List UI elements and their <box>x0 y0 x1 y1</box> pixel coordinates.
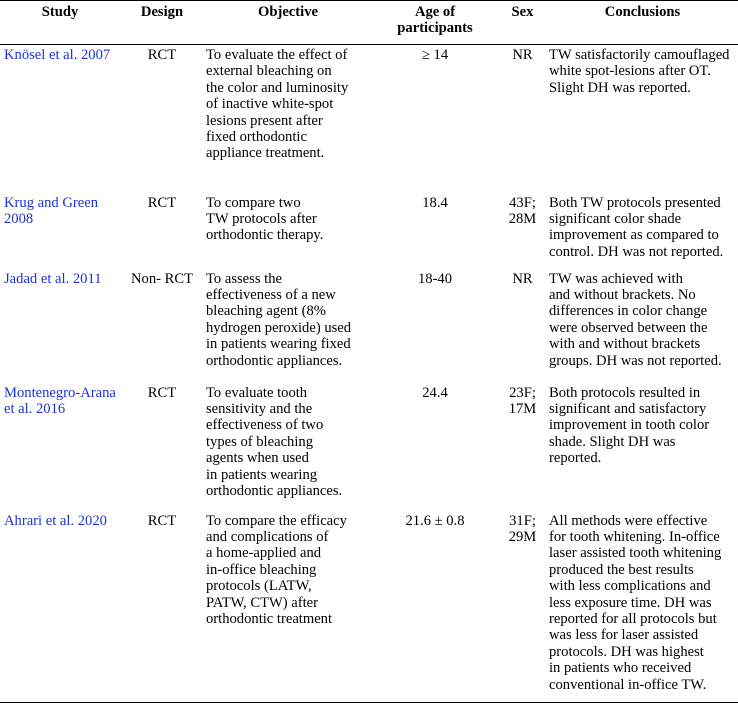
cell-objective-line: fixed orthodontic <box>206 129 307 146</box>
header-age <box>372 1 498 45</box>
cell-conclusions-line: All methods were effective <box>549 512 708 529</box>
cell-conclusions-line: Slight DH was reported. <box>549 79 691 96</box>
cell-sex-line: 31F; <box>509 512 536 529</box>
cell-conclusions-line: reported. <box>549 450 602 467</box>
cell-objective <box>204 269 372 383</box>
cell-objective-line: To compare two <box>206 194 301 211</box>
cell-conclusions-line: white spot-lesions after OT. <box>549 63 711 80</box>
cell-study <box>0 269 120 383</box>
cell-sex <box>498 269 547 383</box>
header-sex: Sex <box>498 1 547 45</box>
study-reference-link[interactable] <box>4 385 118 418</box>
header-design: Design <box>120 1 204 45</box>
cell-objective-line: TW protocols after <box>206 210 317 227</box>
cell-objective-line: orthodontic therapy. <box>206 227 324 244</box>
cell-conclusions-line: TW was achieved with <box>549 270 683 287</box>
study-reference-link[interactable] <box>4 195 118 228</box>
cell-objective-line: To evaluate tooth <box>206 384 308 401</box>
cell-objective-line: a home-applied and <box>206 545 322 562</box>
cell-sex-line: 29M <box>508 528 537 545</box>
cell-age: 18.4 <box>422 194 448 211</box>
cell-design: RCT <box>120 511 204 703</box>
cell-conclusions-line: TW satisfactorily camouflaged <box>549 47 730 63</box>
cell-conclusions-line: were observed between the <box>549 319 708 336</box>
cell-objective-line: hydrogen peroxide) used <box>206 319 352 336</box>
cell-conclusions-line: conventional in-office TW. <box>549 676 707 693</box>
cell-objective <box>204 511 372 703</box>
cell-objective-line: appliance treatment. <box>206 145 325 162</box>
cell-objective-line: orthodontic treatment <box>206 610 333 627</box>
header-age-line: Age of <box>414 4 456 20</box>
cell-objective-line: the color and luminosity <box>206 79 349 96</box>
study-reference-line: 2008 <box>4 210 34 227</box>
cell-objective-line: To assess the <box>206 270 282 287</box>
cell-design: RCT <box>147 194 177 211</box>
cell-objective-line: and complications of <box>206 528 329 545</box>
cell-conclusions-line: improvement in tooth color <box>549 417 710 434</box>
cell-study <box>0 45 120 193</box>
cell-sex-line: 23F; <box>509 384 536 401</box>
cell-conclusions-line: laser assisted tooth whitening <box>549 545 722 562</box>
cell-conclusions-line: control. DH was not reported. <box>549 243 724 260</box>
study-reference-line: Jadad et al. 2011 <box>4 270 102 287</box>
cell-study <box>0 193 120 269</box>
cell-conclusions-line: differences in color change <box>549 303 708 320</box>
table-row <box>0 511 738 703</box>
cell-objective-line: types of bleaching <box>206 433 313 450</box>
study-reference-line: Krug and Green <box>4 194 99 211</box>
table-row <box>0 269 738 383</box>
cell-conclusions-line: Both protocols resulted in <box>549 384 701 401</box>
cell-study <box>0 383 120 511</box>
header-study: Study <box>0 1 120 45</box>
study-reference-line: Knösel et al. 2007 <box>4 47 111 63</box>
cell-conclusions <box>547 383 738 511</box>
cell-conclusions-line: for tooth whitening. In-office <box>549 528 720 545</box>
cell-objective-line: effectiveness of a new <box>206 286 336 303</box>
cell-conclusions-line: less exposure time. DH was <box>549 594 712 611</box>
cell-objective-line: agents when used <box>206 450 309 467</box>
cell-sex-line: 17M <box>508 400 537 417</box>
cell-sex <box>498 383 547 511</box>
cell-objective <box>204 45 372 193</box>
cell-objective-line: protocols (LATW, <box>206 578 312 595</box>
cell-sex <box>498 45 547 193</box>
cell-age: ≥ 14 <box>421 47 449 63</box>
cell-age: 21.6 ± 0.8 <box>372 511 498 703</box>
cell-objective-line: PATW, CTW) after <box>206 594 319 611</box>
study-reference-line: Montenegro-Arana <box>4 384 116 401</box>
table-body <box>0 45 738 703</box>
cell-sex <box>498 511 547 703</box>
header-conclusions: Conclusions <box>547 1 738 45</box>
cell-study <box>0 511 120 703</box>
cell-objective-line: To compare the efficacy <box>206 512 347 529</box>
cell-conclusions-line: and without brackets. No <box>549 286 696 303</box>
cell-conclusions-line: groups. DH was not reported. <box>549 352 722 369</box>
cell-conclusions-line: significant and satisfactory <box>549 400 707 417</box>
table-row <box>0 45 738 193</box>
cell-objective <box>204 383 372 511</box>
table-row <box>0 193 738 269</box>
cell-conclusions <box>547 193 738 269</box>
cell-objective-line: lesions present after <box>206 112 323 129</box>
cell-design: RCT <box>147 47 177 63</box>
study-reference-line: Ahrari et al. 2020 <box>4 512 107 529</box>
cell-conclusions-line: significant color shade <box>549 210 682 227</box>
cell-sex-line: NR <box>512 47 533 63</box>
cell-objective-line: orthodontic appliances. <box>206 482 343 499</box>
cell-conclusions-line: with and without brackets <box>549 336 701 353</box>
cell-age: 18-40 <box>417 270 453 287</box>
study-reference-link[interactable] <box>4 271 118 287</box>
header-objective: Objective <box>204 1 372 45</box>
cell-objective-line: external bleaching on <box>206 63 332 80</box>
cell-objective-line: sensitivity and the <box>206 400 313 417</box>
cell-conclusions-line: produced the best results <box>549 561 694 578</box>
cell-conclusions <box>547 511 738 703</box>
cell-objective-line: orthodontic appliances. <box>206 352 343 369</box>
cell-conclusions-line: improvement as compared to <box>549 227 719 244</box>
cell-objective <box>204 193 372 269</box>
header-row <box>0 1 738 45</box>
cell-conclusions-line: Both TW protocols presented <box>549 194 721 211</box>
cell-objective-line: To evaluate the effect of <box>206 47 348 63</box>
cell-conclusions <box>547 45 738 193</box>
study-reference-line: et al. 2016 <box>4 400 66 417</box>
cell-objective-line: effectiveness of two <box>206 417 324 434</box>
header-age-line: participants <box>397 20 473 37</box>
cell-conclusions-line: was less for laser assisted <box>549 627 699 644</box>
cell-conclusions-line: shade. Slight DH was <box>549 433 676 450</box>
cell-age: 24.4 <box>422 384 448 401</box>
cell-sex <box>498 193 547 269</box>
cell-conclusions-line: protocols. DH was highest <box>549 643 704 660</box>
study-reference-link[interactable] <box>4 47 118 63</box>
cell-conclusions-line: in patients who received <box>549 660 692 677</box>
cell-conclusions-line: with less complications and <box>549 578 711 595</box>
cell-sex-line: 43F; <box>509 194 536 211</box>
cell-design: RCT <box>147 384 177 401</box>
cell-objective-line: bleaching agent (8% <box>206 303 326 320</box>
cell-objective-line: in patients wearing <box>206 466 318 483</box>
cell-design: Non- RCT <box>130 270 194 287</box>
cell-objective-line: in patients wearing fixed <box>206 336 351 353</box>
cell-sex-line: 28M <box>508 210 537 227</box>
cell-conclusions-line: reported for all protocols but <box>549 610 717 627</box>
cell-objective-line: in-office bleaching <box>206 561 317 578</box>
table-row <box>0 383 738 511</box>
cell-objective-line: of inactive white-spot <box>206 96 334 113</box>
study-reference-link[interactable] <box>4 513 118 529</box>
cell-sex-line: NR <box>512 270 533 287</box>
cell-conclusions <box>547 269 738 383</box>
